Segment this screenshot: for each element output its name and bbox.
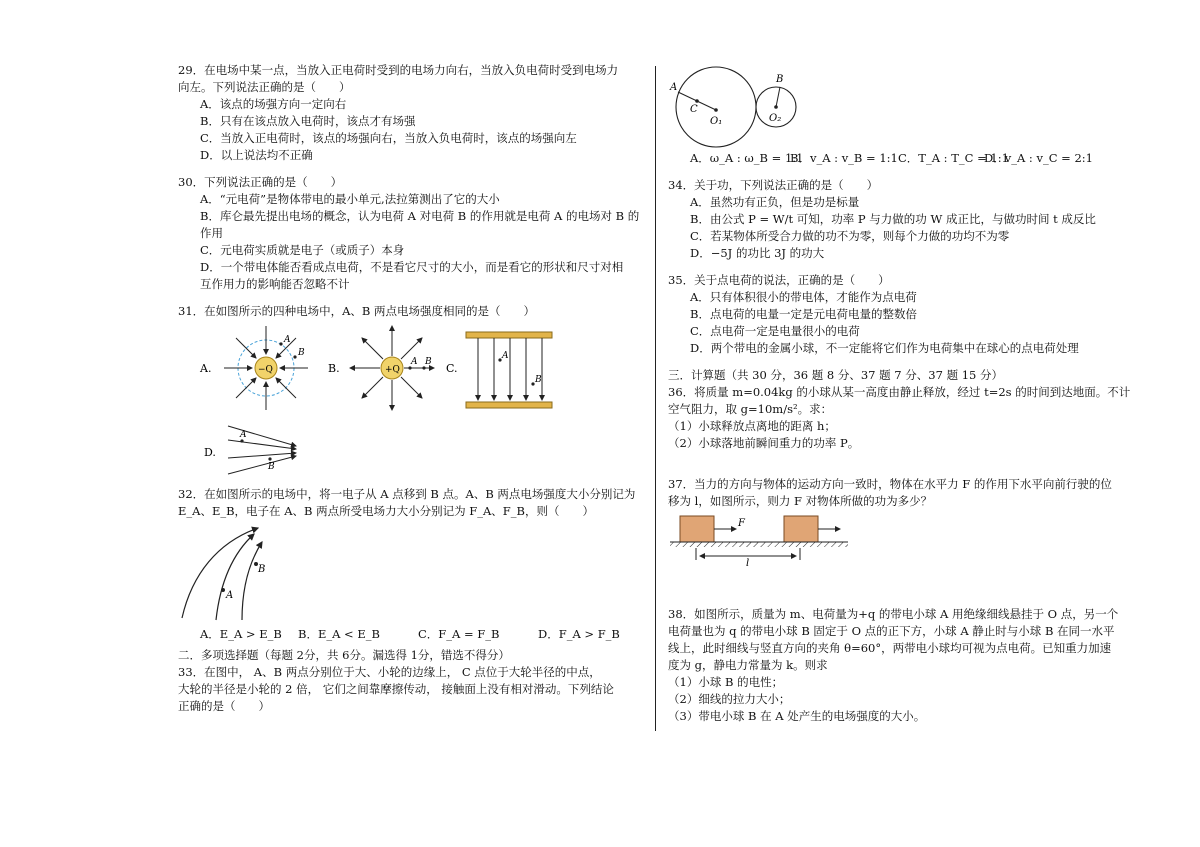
q30-option-b-cont: 作用	[200, 226, 223, 240]
question-29	[178, 62, 648, 164]
q37-displacement-label: l	[746, 558, 750, 568]
question-37	[668, 476, 1138, 568]
column-divider	[655, 66, 656, 731]
q31d-point-a: A	[240, 430, 247, 440]
q38-line6: （2）细线的拉力大小；	[668, 692, 791, 706]
q29-option-b: B．只有在该点放入电荷时，该点才有场强	[200, 114, 416, 128]
q37-force-label: F	[738, 518, 745, 529]
q36-line4: （2）小球落地前瞬间重力的功率 P。	[668, 436, 860, 450]
q36-line2: 空气阻力，取 g=10m/s²。求：	[668, 402, 833, 416]
q30-option-d: D．一个带电体能否看成点电荷，不是看它尺寸的大小，而是看它的形状和尺寸对相	[200, 260, 624, 274]
section-3	[668, 367, 1138, 384]
q31-label-a: A.	[200, 362, 212, 375]
q29-option-c: C．当放入正电荷时，该点的场强向右，当放入负电荷时，该点的场强向左	[200, 131, 577, 145]
q31b-point-a: A	[411, 357, 418, 367]
q31-charge-neg: −Q	[258, 365, 273, 375]
q31a-point-a: A	[284, 335, 291, 345]
q32-option-b: B．E_A < E_B	[298, 627, 380, 641]
q33-option-a: A．ω_A : ω_B = 1:1	[690, 151, 804, 165]
q35-stem: 35．关于点电荷的说法，正确的是（ ）	[668, 273, 890, 287]
q32-option-c: C．F_A = F_B	[418, 627, 500, 641]
q31-label-b: B.	[328, 362, 340, 375]
q34-option-c: C．若某物体所受合力做的功不为零，则每个力做的功均不为零	[690, 229, 1010, 243]
q34-option-d: D．−5J 的功比 3J 的功大	[690, 246, 825, 260]
q38-line7: （3）带电小球 B 在 A 处产生的电场强度的大小。	[668, 709, 926, 723]
left-column	[178, 62, 648, 715]
question-33	[178, 664, 648, 715]
q33-option-d: D．v_A : v_C = 2:1	[984, 151, 1093, 165]
q29-stem-line2: 向左。下列说法正确的是（ ）	[178, 80, 351, 94]
q33-wheel-figure	[668, 66, 828, 148]
question-33-figure-and-options	[668, 66, 1138, 167]
q31-figures	[178, 322, 648, 482]
q31-field-uniform	[466, 332, 552, 408]
q31-charge-pos: +Q	[385, 365, 400, 375]
q38-line3: 线上，此时细线与竖直方向的夹角 θ=60°，两带电小球均可视为点电荷。已知重力加速	[668, 641, 1112, 655]
q31-stem: 31．在如图所示的四种电场中，A、B 两点电场强度相同的是（ ）	[178, 304, 536, 318]
q33-option-b: B．v_A : v_B = 1:1	[790, 151, 898, 165]
q35-option-b: B．点电荷的电量一定是元电荷电量的整数倍	[690, 307, 917, 321]
q33-fig-point-b: B	[776, 74, 784, 85]
q35-option-d: D．两个带电的金属小球，不一定能将它们作为电荷集中在球心的点电荷处理	[690, 341, 1079, 355]
q34-stem: 34．关于功，下列说法正确的是（ ）	[668, 178, 879, 192]
right-column	[668, 62, 1138, 725]
q31b-point-b: B	[425, 357, 432, 367]
q37-line1: 37．当力的方向与物体的运动方向一致时，物体在水平力 F 的作用下水平向前行驶的位	[668, 477, 1112, 491]
q31-label-c: C.	[446, 362, 458, 375]
q35-option-a: A．只有体积很小的带电体，才能作为点电荷	[690, 290, 917, 304]
q33-fig-o2: O₂	[769, 113, 782, 124]
q32-point-a: A	[226, 590, 234, 601]
q32-stem-line2: E_A、E_B，电子在 A、B 两点所受电场力大小分别记为 F_A、F_B，则（ ）	[178, 504, 594, 518]
q32-stem-line1: 32．在如图所示的电场中，将一电子从 A 点移到 B 点。A、B 两点电场强度大小分别记为	[178, 487, 636, 501]
section2-title: 二．多项选择题（每题 2分，共 6分。漏选得 1分，错选不得分）	[178, 648, 510, 662]
question-36	[668, 384, 1138, 452]
q29-option-a: A．该点的场强方向一定向右	[200, 97, 347, 111]
section-2	[178, 647, 648, 664]
q31-label-d: D.	[204, 446, 216, 459]
q33-line3: 正确的是（ ）	[178, 699, 270, 713]
q29-stem-line1: 29．在电场中某一点，当放入正电荷时受到的电场力向右，当放入负电荷时受到电场力	[178, 63, 619, 77]
q33-line1: 33．在图中， A、B 两点分别位于大、小轮的边缘上， C 点位于大轮半径的中点，	[178, 665, 601, 679]
q37-figure	[668, 512, 848, 568]
question-34	[668, 177, 1138, 262]
question-35	[668, 272, 1138, 357]
q31d-point-b: B	[268, 462, 275, 472]
q36-line1: 36．将质量 m=0.04kg 的小球从某一高度由静止释放，经过 t=2s 的时间到达地面。不计	[668, 385, 1131, 399]
q33-option-c: C．T_A : T_C = 1:1	[898, 151, 1009, 165]
q30-option-b: B．库仑最先提出电场的概念，认为电荷 A 对电荷 B 的作用就是电荷 A 的电场对 B 的	[200, 209, 640, 223]
q35-option-c: C．点电荷一定是电量很小的电荷	[690, 324, 860, 338]
question-31	[178, 303, 648, 482]
q30-stem: 30．下列说法正确的是（ ）	[178, 175, 343, 189]
question-32	[178, 486, 648, 643]
q31a-point-b: B	[298, 348, 305, 358]
q37-line2: 移为 l，如图所示，则力 F 对物体所做的功为多少？	[668, 494, 933, 508]
question-38	[668, 606, 1138, 725]
q33-line2: 大轮的半径是小轮的 2 倍， 它们之间靠摩擦传动， 接触面上没有相对滑动。下列结论	[178, 682, 614, 696]
q32-point-b: B	[258, 564, 266, 575]
q32-figure	[178, 524, 318, 624]
section3-title: 三．计算题（共 30 分，36 题 8 分、37 题 7 分、37 题 15 分）	[668, 368, 1004, 382]
q33-fig-point-a: A	[670, 82, 678, 93]
q33-fig-point-c: C	[690, 104, 698, 115]
q38-line5: （1）小球 B 的电性；	[668, 675, 784, 689]
q33-options	[668, 150, 1138, 167]
q29-option-d: D．以上说法均不正确	[200, 148, 313, 162]
q34-option-a: A．虽然功有正负，但是功是标量	[690, 195, 860, 209]
q31c-point-b: B	[535, 375, 542, 385]
q30-option-c: C．元电荷实质就是电子（或质子）本身	[200, 243, 405, 257]
q38-line4: 度为 g，静电力常量为 k。则求	[668, 658, 828, 672]
q38-line1: 38．如图所示，质量为 m、电荷量为+q 的带电小球 A 用绝缘细线悬挂于 O 点，另一个	[668, 607, 1119, 621]
q32-options	[178, 626, 648, 643]
q31c-point-a: A	[502, 351, 509, 361]
q31-field-negative	[224, 326, 308, 410]
q32-option-d: D．F_A > F_B	[538, 627, 620, 641]
question-30	[178, 174, 648, 293]
q30-option-a: A．“元电荷”是物体带电的最小单元,法拉第测出了它的大小	[200, 192, 500, 206]
q38-line2: 电荷量也为 q 的带电小球 B 固定于 O 点的正下方，小球 A 静止时与小球 B 在同一水平	[668, 624, 1115, 638]
q32-option-a: A．E_A > E_B	[200, 627, 282, 641]
q34-option-b: B．由公式 P = W/t 可知，功率 P 与力做的功 W 成正比，与做功时间 t 成反比	[690, 212, 1096, 226]
q36-line3: （1）小球释放点离地的距离 h；	[668, 419, 836, 433]
q33-fig-o1: O₁	[710, 116, 723, 127]
q31-field-converging	[228, 426, 296, 474]
q30-option-d-cont: 互作用力的影响能否忽略不计	[200, 277, 350, 291]
